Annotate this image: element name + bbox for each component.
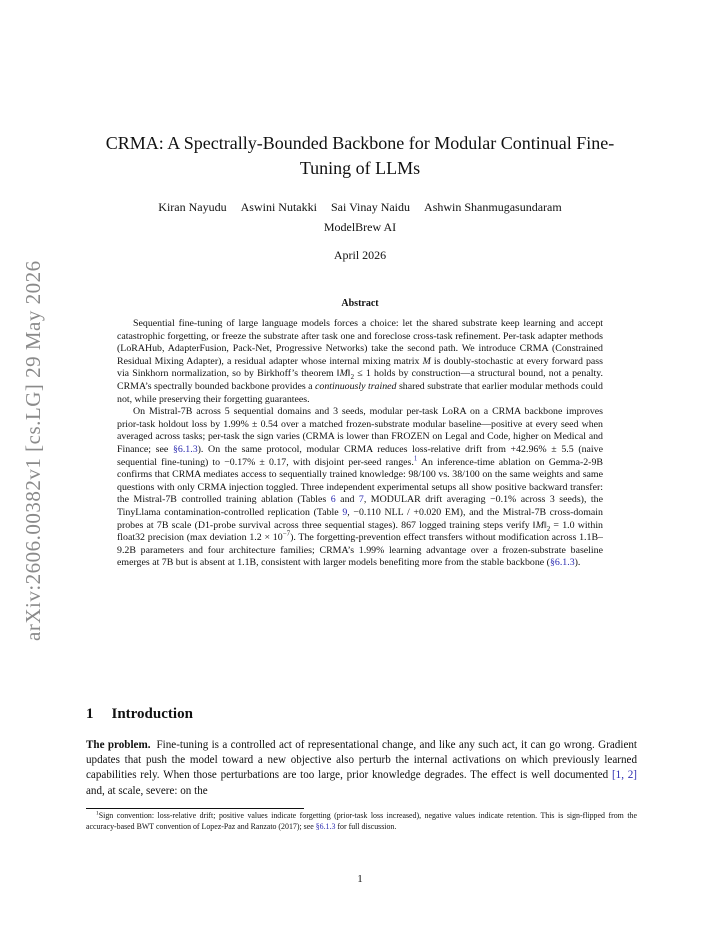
intro-paragraph: The problem. Fine-tuning is a controlled act of representational change, and like any such act, it can go wrong. Gradient updates that push the model toward a new objective also perturb the internal activations on which previously learned capabilities rely. When those perturbations are too large, prior knowledge degrades. The effect is well documented [1, 2] and, at scale, severe: on the <box>86 739 638 797</box>
intro-body <box>86 738 637 799</box>
footnote-number: 1 <box>96 810 99 817</box>
section-title: Introduction <box>111 706 193 722</box>
abstract-body <box>117 318 603 570</box>
section-ref-link[interactable]: §6.1.3 <box>549 557 575 569</box>
footnote: $^1$Sign convention: loss-relative drift; positive values indicate forgetting (prior-task loss increased), negative values indicate retention. This is sign-flipped from the accuracy-based BWT convention of Lopez-Paz and Ranzato (2017); see §6.1.3 for full discussion. <box>86 810 637 831</box>
author-name: Sai Vinay Naidu <box>330 200 411 214</box>
footnote-marker[interactable]: 1 <box>413 455 418 463</box>
page-number: 1 <box>357 873 363 885</box>
section-ref-link[interactable]: §6.1.3 <box>315 821 336 831</box>
author-name: Ashwin Shanmugasundaram <box>424 200 562 214</box>
paper-title: CRMA: A Spectrally-Bounded Backbone for Modular Continual Fine-Tuning of LLMs <box>105 133 615 178</box>
table-ref-link[interactable]: 9 <box>342 506 348 518</box>
author-list <box>60 200 660 215</box>
table-ref-link[interactable]: 6 <box>330 494 336 506</box>
section-ref-link[interactable]: §6.1.3 <box>172 443 198 455</box>
arxiv-identifier: arXiv:2606.00382v1 [cs.LG] 29 May 2026 <box>21 260 45 642</box>
section-heading <box>86 706 193 723</box>
author-name: Kiran Nayudu <box>158 200 227 214</box>
section-number: 1 <box>86 706 94 722</box>
publication-date: April 2026 <box>333 248 387 262</box>
table-ref-link[interactable]: 7 <box>358 494 364 506</box>
paragraph-runin-heading: The problem. <box>86 739 151 751</box>
footnote-rule <box>86 808 304 809</box>
abstract-heading: Abstract <box>341 298 379 309</box>
affiliation: ModelBrew AI <box>323 220 397 234</box>
abstract-paragraph: On Mistral-7B across 5 sequential domains and 3 seeds, modular per-task LoRA on a CRMA backbone improves prior-task holdout loss by 1.99% ± 0.54 over a matched frozen-substrate modular baseline—positive at every seed when averaged across tasks; per-task the sign varies (CRMA is lower than FROZEN on Legal and Code, higher on Medical and Finance; see §6.1.3). On the same protocol, modular CRMA reduces loss-relative drift from +42.96% ± 5.5 (naive sequential fine-tuning) to −0.17% ± 0.17, with disjoint per-seed ranges.$^1$ An inference-time ablation on Gemma-2-9B confirms that CRMA mediates access to sequentially trained knowledge: 98/100 vs. 38/100 on the same weights and same questions with only CRMA injection toggled. Three independent experimental setups all show positive backward transfer: the Mistral-7B controlled training ablation (Tables 6 and 7, MODULAR drift averaging −0.1% across 3 seeds), the TinyLlama contamination-controlled replication (Table 9, −0.110 NLL / +0.020 EM), and the Mistral-7B cross-domain probes at 7B scale (D1-probe survival across three sequential stages). 867 logged training steps verify $‖M‖_2 = 1.0$ within float32 precision (max deviation $1.2 \times 10^{-7}$). The forgetting-prevention effect transfers without modification across 1.1B–9.2B parameters and four architecture families; CRMA’s 1.99% learning advantage over a frozen-substrate baseline emerges at 7B but is absent at 1.1B, consistent with larger models benefiting more from the stable backbone (§6.1.3). <box>117 406 603 569</box>
citation-link[interactable]: [1, 2] <box>611 769 638 782</box>
author-name: Aswini Nutakki <box>240 200 317 214</box>
abstract-paragraph: Sequential fine-tuning of large language models forces a choice: let the shared substrate keep learning and accept catastrophic forgetting, or freeze the substrate after task one and foreclose cross-task refinement. Per-task adapter methods (LoRAHub, AdapterFusion, Pack-Net, Progressive Networks) take the second path. We introduce CRMA (Constrained Residual Mixing Adapter), a residual adapter whose internal mixing matrix M is doubly-stochastic at every forward pass via Sinkhorn normalization, so by Birkhoff’s theorem $‖M‖_2 \le 1$ holds by construction—a structural bound, not a penalty. CRMA’s spectrally bounded backbone provides a continuously trained shared substrate that earlier modular methods could not, while preserving their forgetting guarantees. <box>117 318 603 405</box>
